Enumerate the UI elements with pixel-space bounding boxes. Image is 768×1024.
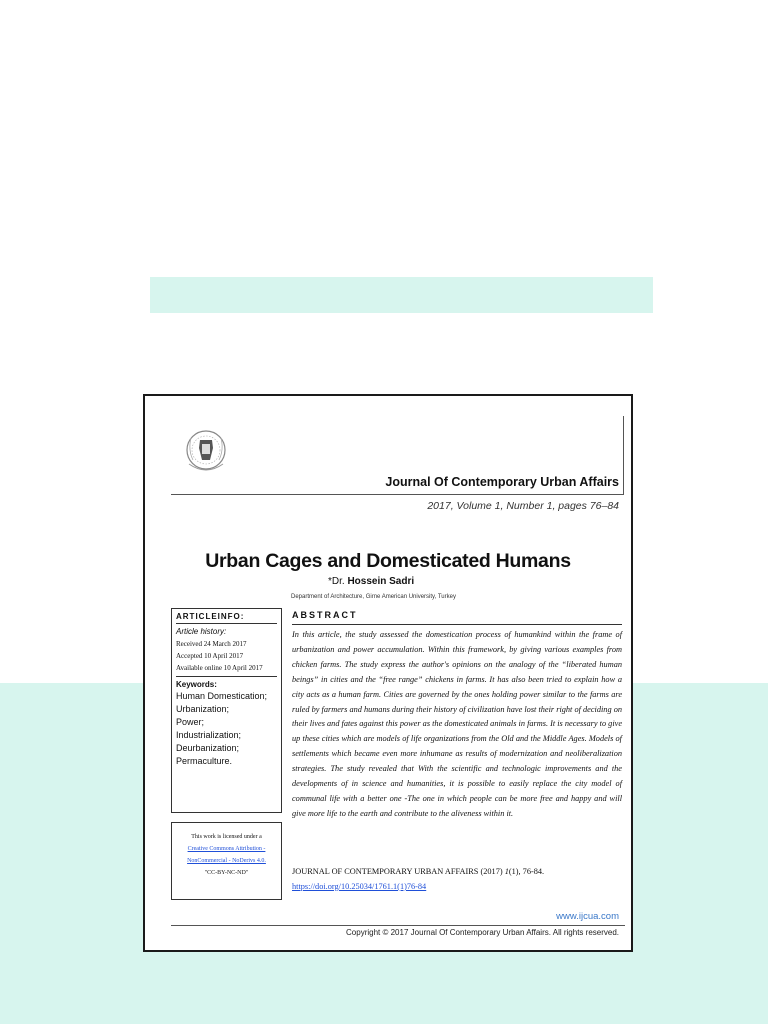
available-date: Available online 10 April 2017 bbox=[176, 664, 263, 672]
keyword: Human Domestication; bbox=[176, 691, 268, 701]
article-info-box bbox=[171, 608, 282, 813]
license-link-continued[interactable]: NonCommercial - NoDerivs 4.0. bbox=[187, 858, 266, 864]
author-affiliation: Department of Architecture, Girne American University, Turkey bbox=[291, 594, 456, 600]
article-info-heading: ARTICLEINFO: bbox=[176, 612, 245, 621]
citation-pages: (1), 76-84. bbox=[508, 867, 545, 876]
article-history-label: Article history: bbox=[176, 627, 227, 636]
author-line bbox=[328, 576, 414, 587]
license-box bbox=[171, 822, 282, 900]
citation-line bbox=[292, 865, 622, 880]
author-prefix: *Dr. bbox=[328, 576, 345, 587]
citation bbox=[292, 865, 622, 894]
accepted-date: Accepted 10 April 2017 bbox=[176, 652, 244, 660]
header-horizontal-rule bbox=[171, 494, 624, 495]
keyword: Urbanization; bbox=[176, 704, 230, 714]
journal-name: Journal Of Contemporary Urban Affairs bbox=[385, 475, 619, 489]
author-name: Hossein Sadri bbox=[347, 576, 415, 587]
license-code: "CC-BY-NC-ND" bbox=[204, 870, 249, 876]
keywords-label: Keywords: bbox=[176, 680, 217, 689]
abstract-text: In this article, the study assessed the domestication process of humankind within the frame of urbanization and power accumulation. Within this framework, by giving various examples from chicken farms. The study express the author's opinions on the analogy of the “liberated human beings” in cities and the “free range” chickens in farms. It has also been tried to explain how a city acts as a human farm. Cities are governed by the ones holding power similar to the farms are ruled by farmers and humans during their history of civilization have lost their right of deciding on their lives and fates against this power as the domesticated animals in farms. It is necessary to give up these cities which are models of life organizations from the Old and the Middle Ages. Models of settlements which became even more inhumane as results of modernization and neoliberalization strategies. The study revealed that With the scientific and technologic improvements and the developments of in science and humanities, it is possible to easily replace the city model of communal life with a better one -The one in which people can be more free and happy and will give more life to the earth and contribute to the aliveness within it. bbox=[292, 630, 622, 818]
info-divider bbox=[176, 676, 277, 677]
keyword: Permaculture. bbox=[176, 756, 233, 766]
top-accent-band bbox=[150, 277, 653, 313]
citation-volume: 1 bbox=[504, 867, 509, 876]
abstract-heading: ABSTRACT bbox=[292, 610, 358, 620]
keyword: Deurbanization; bbox=[176, 743, 240, 753]
abstract-divider bbox=[292, 624, 622, 625]
header-vertical-rule bbox=[623, 416, 624, 494]
footer-rule bbox=[171, 925, 625, 926]
keyword: Industrialization; bbox=[176, 730, 242, 740]
received-date: Received 24 March 2017 bbox=[176, 640, 247, 648]
license-link[interactable]: Creative Commons Attribution - bbox=[187, 846, 266, 852]
license-text: This work is licensed under a bbox=[191, 834, 262, 840]
journal-seal-icon bbox=[183, 426, 229, 478]
issue-info: 2017, Volume 1, Number 1, pages 76–84 bbox=[427, 500, 619, 512]
paper-front-page bbox=[143, 394, 633, 952]
website-link[interactable]: www.ijcua.com bbox=[556, 911, 619, 922]
keyword: Power; bbox=[176, 717, 205, 727]
info-divider bbox=[176, 623, 277, 624]
citation-journal: JOURNAL OF CONTEMPORARY URBAN AFFAIRS (2017) bbox=[292, 867, 505, 876]
article-title: Urban Cages and Domesticated Humans bbox=[205, 550, 571, 572]
doi-link[interactable]: https://doi.org/10.25034/1761.1(1)76-84 bbox=[292, 881, 427, 891]
copyright-notice: Copyright © 2017 Journal Of Contemporary Urban Affairs. All rights reserved. bbox=[346, 928, 619, 937]
